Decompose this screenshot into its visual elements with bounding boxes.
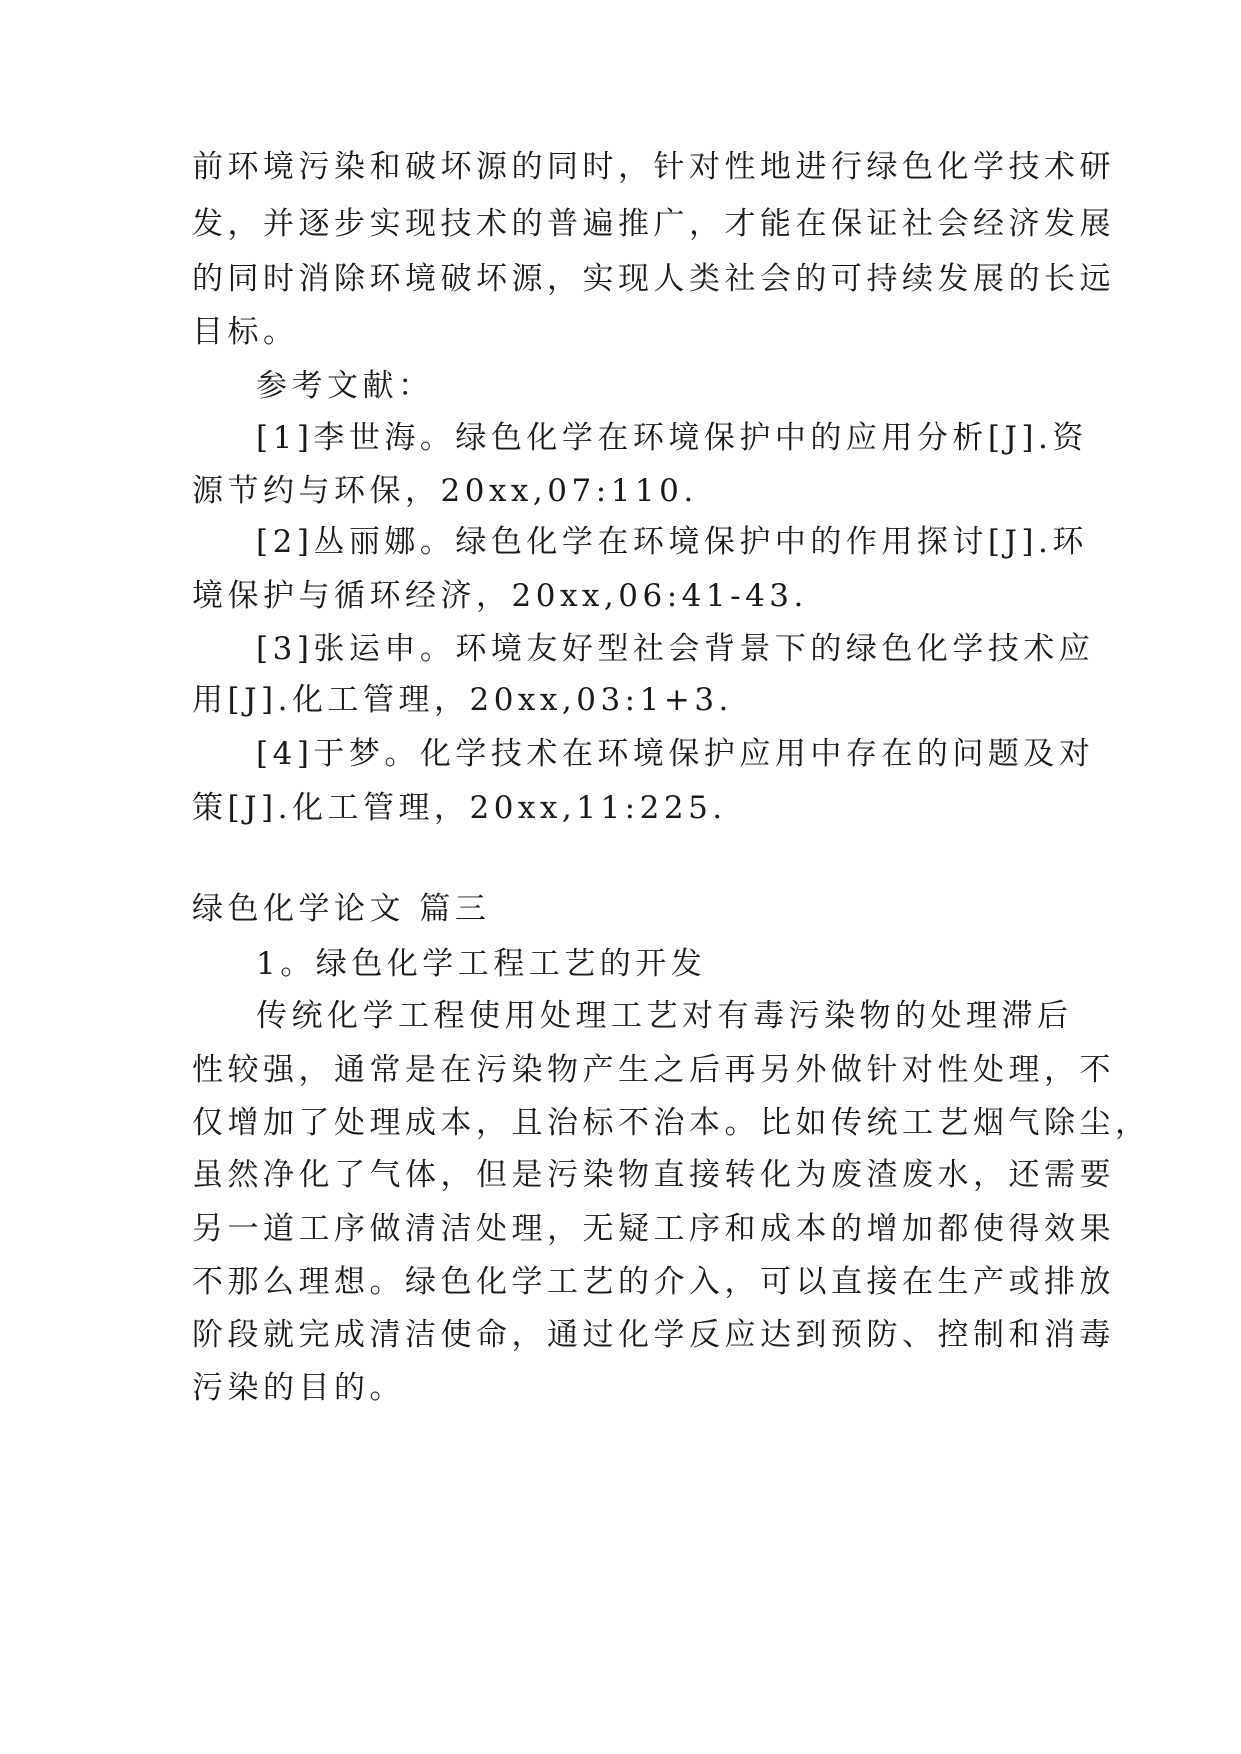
reference-item-1-line1: [1]李世海。绿色化学在环境保护中的应用分析[J].资 [256,420,1088,456]
reference-item-4-line2: 策[J].化工管理，20xx,11:225. [192,790,727,826]
paragraph-line: 性较强，通常是在污染物产生之后再另外做针对性处理，不 [192,1052,1115,1088]
reference-item-3-line2: 用[J].化工管理，20xx,03:1+3. [192,682,733,718]
paragraph-line: 传统化学工程使用处理工艺对有毒污染物的处理滞后 [256,998,1073,1034]
reference-item-4-line1: [4]于梦。化学技术在环境保护应用中存在的问题及对 [256,736,1095,772]
reference-item-1-line2: 源节约与环保，20xx,07:110. [192,473,698,509]
paragraph-line: 污染的目的。 [192,1370,405,1406]
reference-item-2-line2: 境保护与循环经济，20xx,06:41-43. [192,578,808,614]
paragraph-line: 前环境污染和破坏源的同时，针对性地进行绿色化学技术研 [192,149,1115,185]
paragraph-line: 阶段就完成清洁使命，通过化学反应达到预防、控制和消毒 [192,1317,1115,1353]
section-subheading: 1。绿色化学工程工艺的开发 [256,946,707,982]
paragraph-line: 仅增加了处理成本，且治标不治本。比如传统工艺烟气除尘， [192,1105,1151,1141]
references-heading: 参考文献： [256,368,434,404]
paragraph-line: 另一道工序做清洁处理，无疑工序和成本的增加都使得效果 [192,1211,1115,1247]
reference-item-2-line1: [2]丛丽娜。绿色化学在环境保护中的作用探讨[J].环 [256,524,1088,560]
paragraph-line: 目标。 [192,314,299,350]
section-title: 绿色化学论文 篇三 [192,891,491,927]
paragraph-line: 发，并逐步实现技术的普遍推广，才能在保证社会经济发展 [192,206,1115,242]
reference-item-3-line1: [3]张运申。环境友好型社会背景下的绿色化学技术应 [256,631,1095,667]
paragraph-line: 不那么理想。绿色化学工艺的介入，可以直接在生产或排放 [192,1264,1115,1300]
paragraph-line: 的同时消除环境破坏源，实现人类社会的可持续发展的长远 [192,261,1115,297]
paragraph-line: 虽然净化了气体，但是污染物直接转化为废渣废水，还需要 [192,1157,1115,1193]
